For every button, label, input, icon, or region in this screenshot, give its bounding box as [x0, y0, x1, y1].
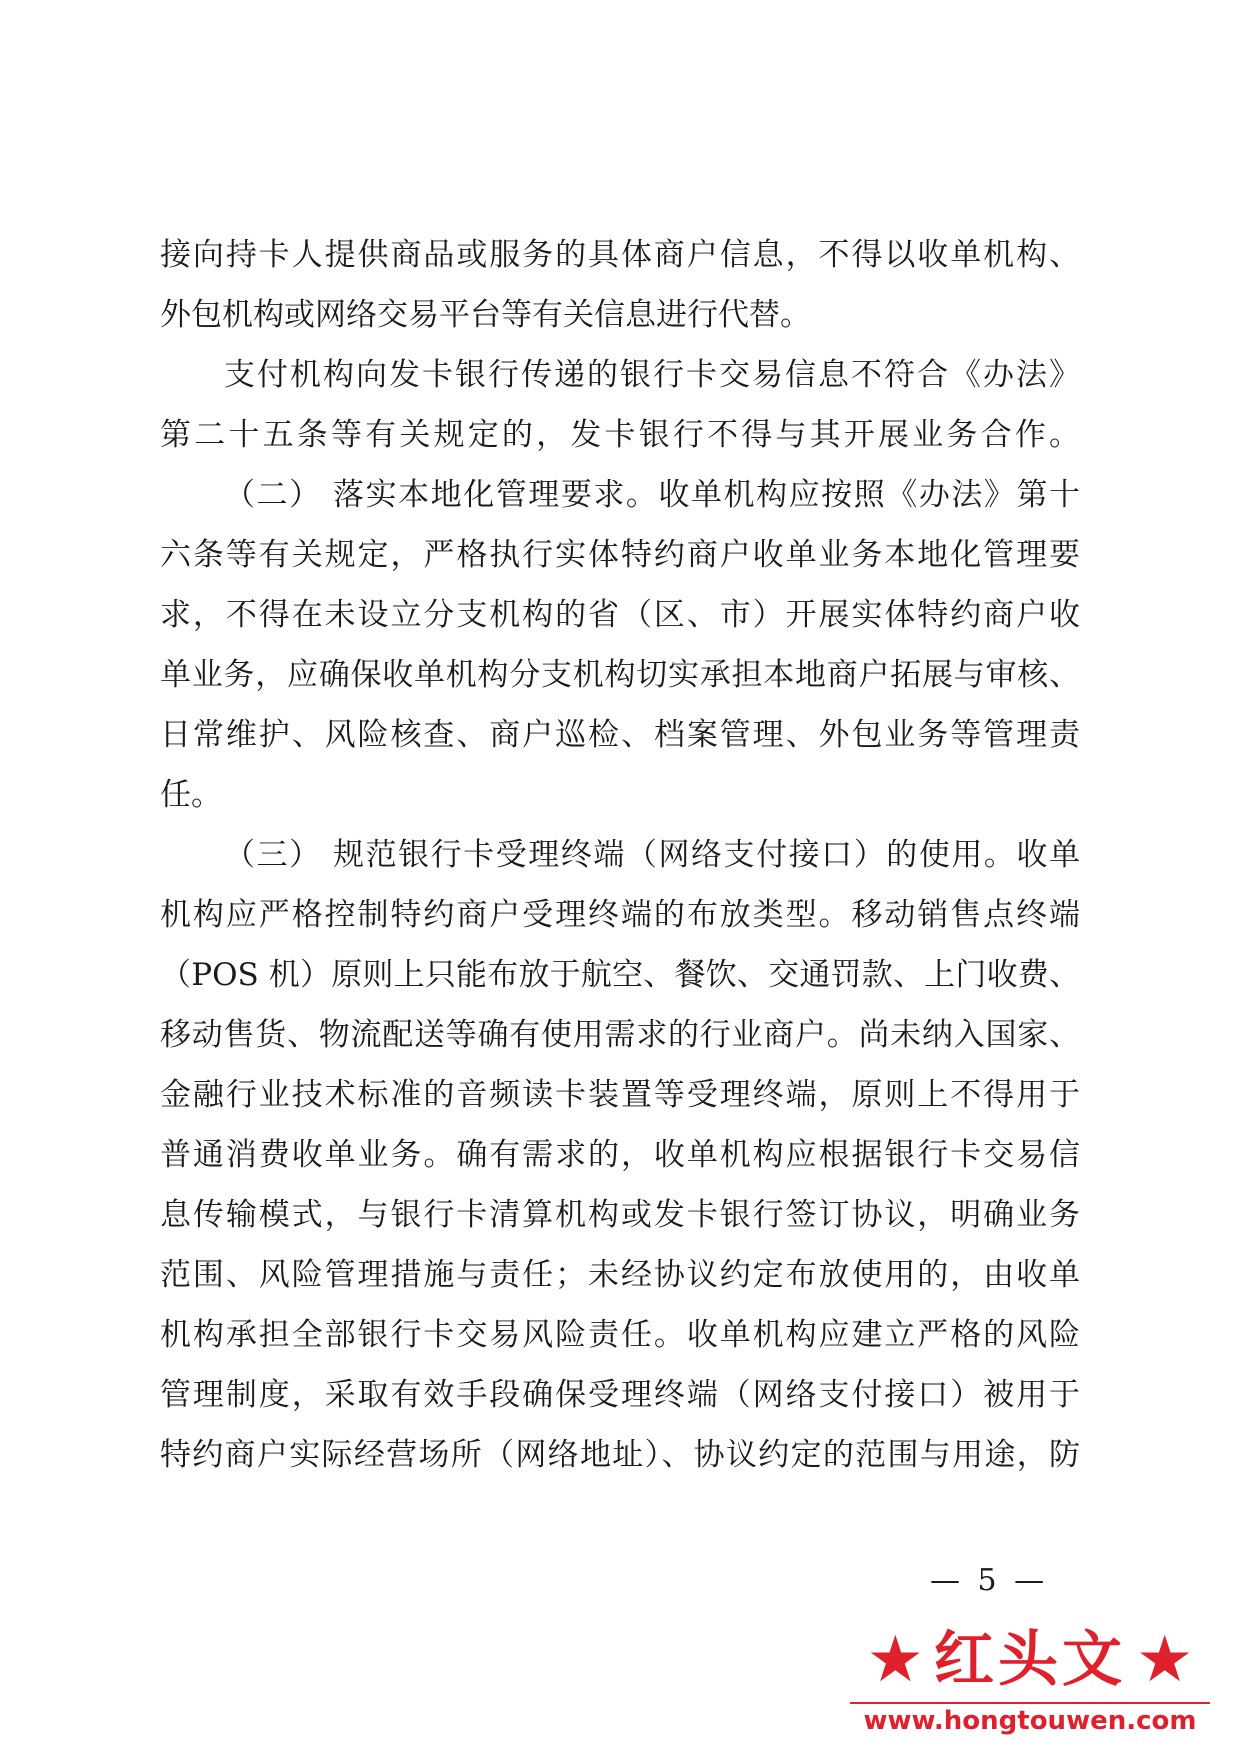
watermark-title — [840, 1620, 1220, 1700]
watermark-divider — [850, 1702, 1210, 1704]
text-line: 外包机构或网络交易平台等有关信息进行代替。 — [160, 297, 811, 333]
text-line: （POS 机）原则上只能布放于航空、餐饮、交通罚款、上门收费、 — [160, 957, 1080, 993]
text-line: 管理制度，采取有效手段确保受理终端（网络支付接口）被用于 — [160, 1377, 1080, 1413]
text-line: 接向持卡人提供商品或服务的具体商户信息，不得以收单机构、 — [160, 237, 1080, 273]
text-line: 机构应严格控制特约商户受理终端的布放类型。移动销售点终端 — [160, 897, 1080, 933]
text-line: 任。 — [160, 777, 222, 813]
body-text — [160, 225, 1080, 1485]
site-watermark — [840, 1620, 1220, 1740]
page-number: — 5 — — [930, 1563, 1049, 1598]
text-line: 日常维护、风险核查、商户巡检、档案管理、外包业务等管理责 — [160, 717, 1080, 753]
star-icon: ★ — [1136, 1623, 1194, 1697]
watermark-name: 红头文 — [934, 1625, 1126, 1695]
text-line: 求，不得在未设立分支机构的省（区、市）开展实体特约商户收 — [160, 597, 1080, 633]
text-line: 特约商户实际经营场所（网络地址）、协议约定的范围与用途，防 — [160, 1437, 1080, 1473]
text-line: 范围、风险管理措施与责任；未经协议约定布放使用的，由收单 — [160, 1257, 1080, 1293]
text-line: 息传输模式，与银行卡清算机构或发卡银行签订协议，明确业务 — [160, 1197, 1080, 1233]
section-heading-line: （三） 规范银行卡受理终端（网络支付接口）的使用。收单 — [224, 837, 1080, 873]
paragraph-start-line: 支付机构向发卡银行传递的银行卡交易信息不符合《办法》 — [224, 357, 1080, 393]
text-line: 金融行业技术标准的音频读卡装置等受理终端，原则上不得用于 — [160, 1077, 1080, 1113]
text-line: 六条等有关规定，严格执行实体特约商户收单业务本地化管理要 — [160, 537, 1080, 573]
text-line: 普通消费收单业务。确有需求的，收单机构应根据银行卡交易信 — [160, 1137, 1080, 1173]
section-heading-line: （二） 落实本地化管理要求。收单机构应按照《办法》第十 — [224, 477, 1080, 513]
text-line: 第二十五条等有关规定的，发卡银行不得与其开展业务合作。 — [160, 417, 1080, 453]
text-line: 移动售货、物流配送等确有使用需求的行业商户。尚未纳入国家、 — [160, 1017, 1080, 1053]
watermark-url: www.hongtouwen.com — [863, 1706, 1197, 1736]
star-icon: ★ — [866, 1623, 924, 1697]
text-line: 单业务，应确保收单机构分支机构切实承担本地商户拓展与审核、 — [160, 657, 1080, 693]
text-line: 机构承担全部银行卡交易风险责任。收单机构应建立严格的风险 — [160, 1317, 1080, 1353]
